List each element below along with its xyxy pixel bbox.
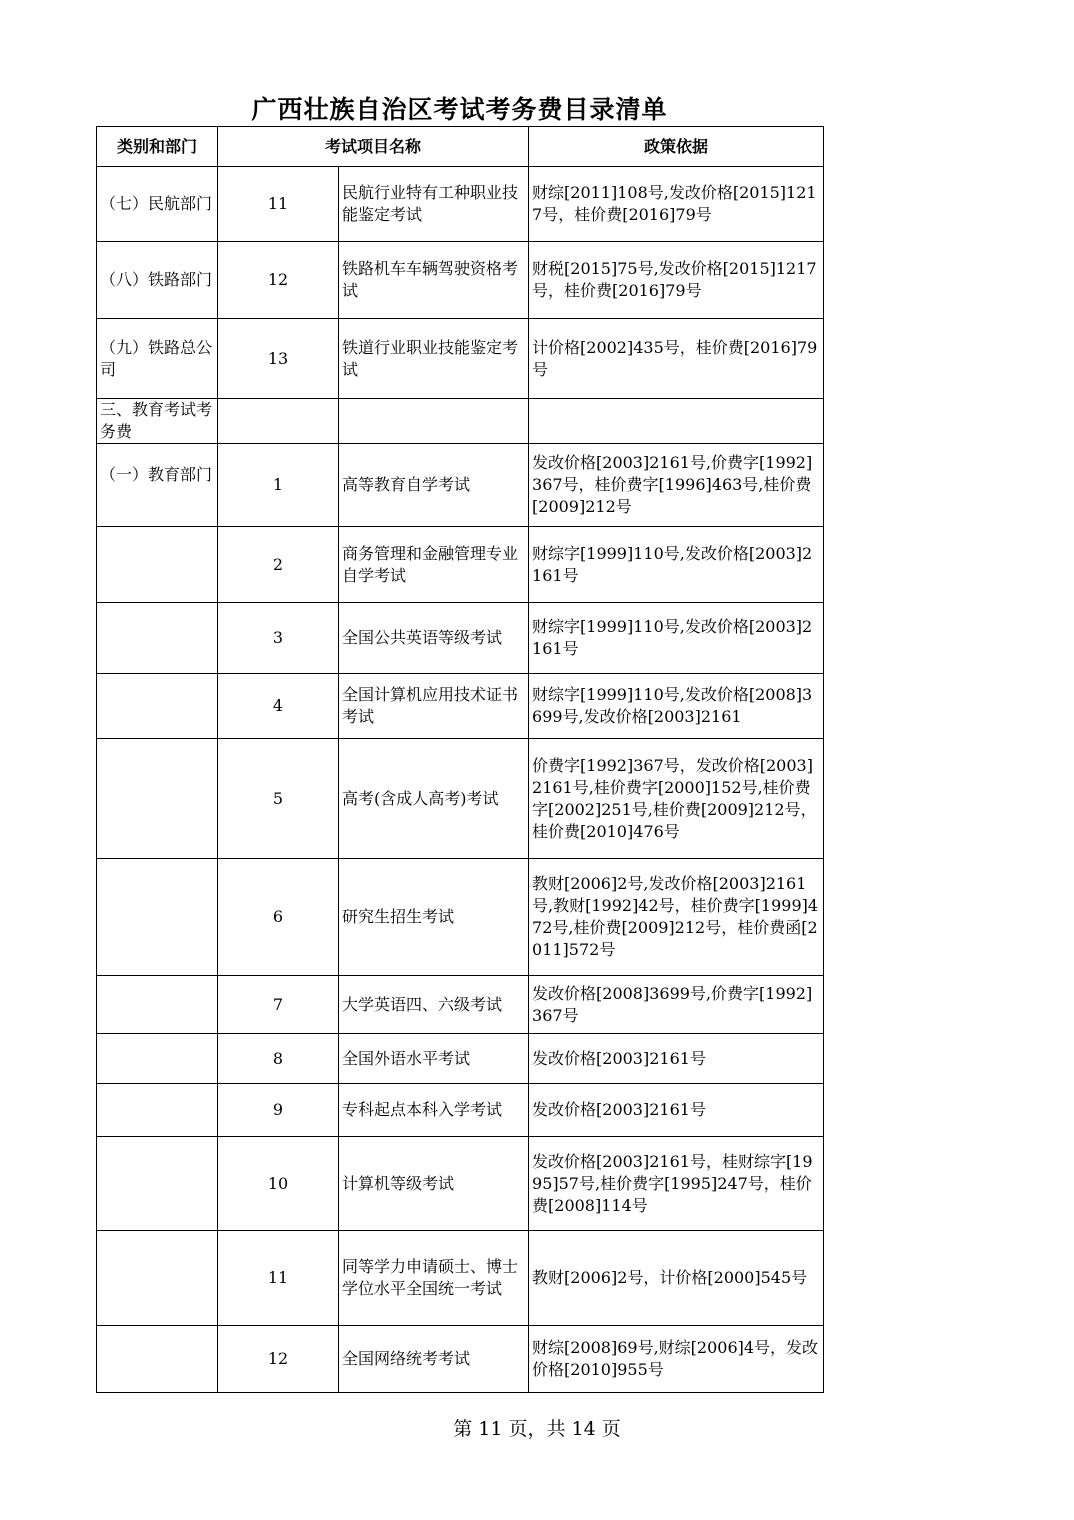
number-cell: [218, 399, 339, 444]
category-cell: [97, 1326, 218, 1393]
header-category: 类别和部门: [97, 127, 218, 167]
header-item: 考试项目名称: [218, 127, 529, 167]
number-cell: 3: [218, 603, 339, 674]
basis-cell: 发改价格[2008]3699号,价费字[1992]367号: [529, 976, 824, 1034]
table-row: [97, 603, 824, 674]
item-name-cell: [339, 399, 529, 444]
number-cell: 10: [218, 1137, 339, 1231]
item-name-cell: 商务管理和金融管理专业自学考试: [339, 527, 529, 603]
item-name-cell: 计算机等级考试: [339, 1137, 529, 1231]
table-row: [97, 444, 824, 527]
header-basis: 政策依据: [529, 127, 824, 167]
category-cell: [97, 739, 218, 859]
category-cell: [97, 1034, 218, 1084]
category-cell: （一）教育部门: [97, 444, 218, 527]
table-row: [97, 1137, 824, 1231]
number-cell: 2: [218, 527, 339, 603]
category-cell: 三、教育考试考务费: [97, 399, 218, 444]
basis-cell: [529, 399, 824, 444]
number-cell: 11: [218, 167, 339, 242]
number-cell: 8: [218, 1034, 339, 1084]
item-name-cell: 高考(含成人高考)考试: [339, 739, 529, 859]
table-row: [97, 527, 824, 603]
item-name-cell: 民航行业特有工种职业技能鉴定考试: [339, 167, 529, 242]
number-cell: 13: [218, 319, 339, 399]
basis-cell: 发改价格[2003]2161号: [529, 1084, 824, 1137]
number-cell: 7: [218, 976, 339, 1034]
basis-cell: 发改价格[2003]2161号，桂财综字[1995]57号,桂价费字[1995]247号，桂价费[2008]114号: [529, 1137, 824, 1231]
page-title: 广西壮族自治区考试考务费目录清单: [251, 95, 668, 124]
basis-cell: 计价格[2002]435号，桂价费[2016]79号: [529, 319, 824, 399]
category-cell: [97, 603, 218, 674]
basis-cell: 价费字[1992]367号，发改价格[2003]2161号,桂价费字[2000]152号,桂价费字[2002]251号,桂价费[2009]212号，桂价费[2010]476号: [529, 739, 824, 859]
item-name-cell: 铁道行业职业技能鉴定考试: [339, 319, 529, 399]
table-row: [97, 242, 824, 319]
number-cell: 12: [218, 1326, 339, 1393]
table-row: [97, 319, 824, 399]
item-name-cell: 全国公共英语等级考试: [339, 603, 529, 674]
table-row: [97, 1034, 824, 1084]
category-cell: [97, 674, 218, 739]
table-row: [97, 167, 824, 242]
item-name-cell: 全国外语水平考试: [339, 1034, 529, 1084]
item-name-cell: 研究生招生考试: [339, 859, 529, 976]
page-footer: 第 11 页，共 14 页: [453, 1418, 621, 1440]
item-name-cell: 高等教育自学考试: [339, 444, 529, 527]
table-row: [97, 1231, 824, 1326]
table-row: [97, 1084, 824, 1137]
category-cell: [97, 1084, 218, 1137]
basis-cell: 教财[2006]2号，计价格[2000]545号: [529, 1231, 824, 1326]
basis-cell: 财税[2015]75号,发改价格[2015]1217号，桂价费[2016]79号: [529, 242, 824, 319]
fee-table: [96, 126, 824, 1393]
basis-cell: 教财[2006]2号,发改价格[2003]2161号,教财[1992]42号，桂价费字[1999]472号,桂价费[2009]212号，桂价费函[2011]572号: [529, 859, 824, 976]
item-name-cell: 大学英语四、六级考试: [339, 976, 529, 1034]
item-name-cell: 同等学力申请硕士、博士学位水平全国统一考试: [339, 1231, 529, 1326]
category-cell: [97, 1231, 218, 1326]
table-row: [97, 674, 824, 739]
category-cell: [97, 527, 218, 603]
header-row: [97, 127, 824, 167]
basis-cell: 财综字[1999]110号,发改价格[2008]3699号,发改价格[2003]2161: [529, 674, 824, 739]
number-cell: 4: [218, 674, 339, 739]
basis-cell: 财综字[1999]110号,发改价格[2003]2161号: [529, 527, 824, 603]
table-row: [97, 399, 824, 444]
category-cell: [97, 1137, 218, 1231]
table-row: [97, 739, 824, 859]
category-cell: [97, 859, 218, 976]
basis-cell: 财综字[1999]110号,发改价格[2003]2161号: [529, 603, 824, 674]
basis-cell: 发改价格[2003]2161号: [529, 1034, 824, 1084]
item-name-cell: 专科起点本科入学考试: [339, 1084, 529, 1137]
number-cell: 9: [218, 1084, 339, 1137]
item-name-cell: 铁路机车车辆驾驶资格考试: [339, 242, 529, 319]
category-cell: （八）铁路部门: [97, 242, 218, 319]
number-cell: 11: [218, 1231, 339, 1326]
number-cell: 6: [218, 859, 339, 976]
table-row: [97, 976, 824, 1034]
number-cell: 1: [218, 444, 339, 527]
basis-cell: 财综[2011]108号,发改价格[2015]1217号，桂价费[2016]79号: [529, 167, 824, 242]
table-row: [97, 1326, 824, 1393]
item-name-cell: 全国计算机应用技术证书考试: [339, 674, 529, 739]
category-cell: [97, 976, 218, 1034]
category-cell: （九）铁路总公司: [97, 319, 218, 399]
category-cell: （七）民航部门: [97, 167, 218, 242]
basis-cell: 财综[2008]69号,财综[2006]4号，发改价格[2010]955号: [529, 1326, 824, 1393]
number-cell: 12: [218, 242, 339, 319]
item-name-cell: 全国网络统考考试: [339, 1326, 529, 1393]
basis-cell: 发改价格[2003]2161号,价费字[1992]367号，桂价费字[1996]463号,桂价费[2009]212号: [529, 444, 824, 527]
number-cell: 5: [218, 739, 339, 859]
table-row: [97, 859, 824, 976]
